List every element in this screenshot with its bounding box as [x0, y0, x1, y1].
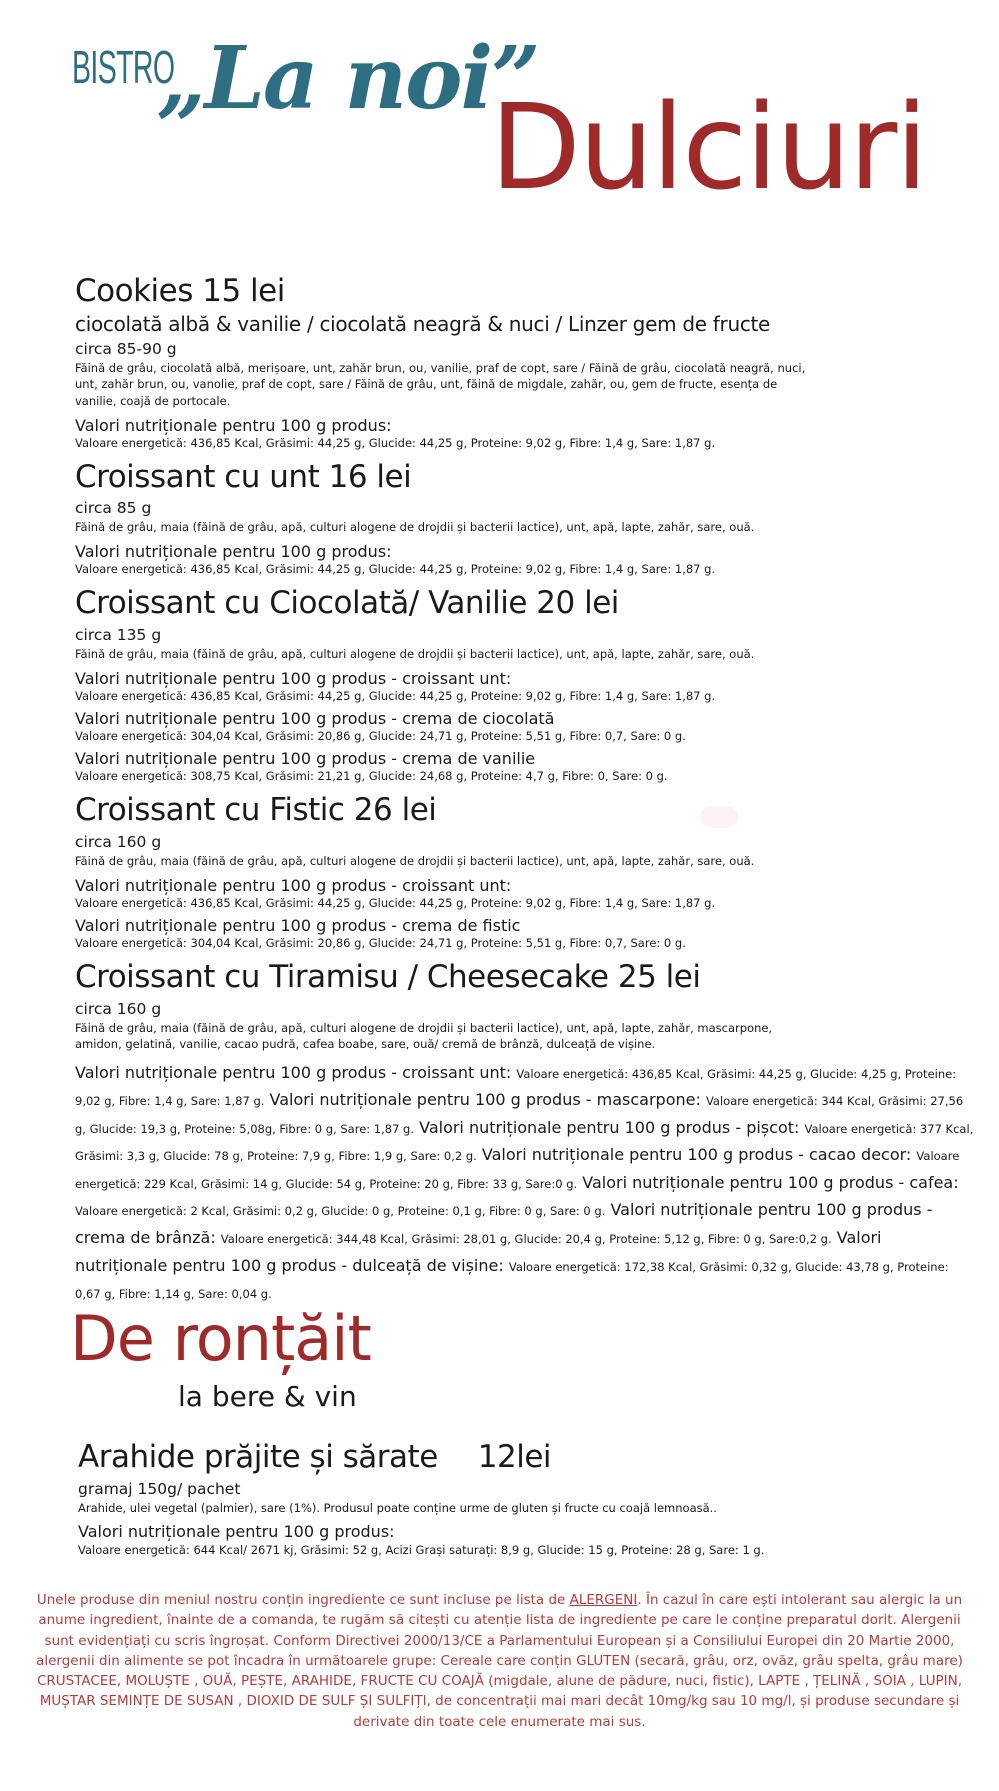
brand-name: „La noi”: [157, 28, 539, 129]
menu-section-dulciuri: [75, 274, 975, 1317]
item-weight: circa 160 g: [75, 999, 162, 1018]
nutrition-label: Valori nutriționale pentru 100 g produs:: [75, 542, 392, 562]
nutrition-values: Valoare energetică: 172,38 Kcal, Grăsimi: 0,32 g, Glucide: 43,78 g, Proteine: 0,67 g, Fibre: 1,14 g, Sare: 0,04 g.: [75, 1259, 949, 1302]
nutrition-label: Valori nutriționale pentru 100 g produs - pișcot:: [419, 1117, 800, 1137]
item-variants: ciocolată albă & vanilie / ciocolată neagră & nuci / Linzer gem de fructe: [75, 311, 771, 336]
menu-item-arahide: [78, 1440, 958, 1557]
menu-item-croissant-fistic: [75, 793, 975, 950]
brand-logo: [72, 28, 539, 129]
nutrition-label: Valori nutriționale pentru 100 g produs - crema de vanilie: [75, 749, 536, 769]
section-title-de-rontait: De ronțăit: [70, 1302, 371, 1375]
nutrition-values: Valoare energetică: 377 Kcal, Grăsimi: 3,3 g, Glucide: 78 g, Proteine: 7,9 g, Fibre: 1,9 g, Sare: 0,2 g.: [75, 1121, 974, 1164]
nutrition-values: Valoare energetică: 308,75 Kcal, Grăsimi: 21,21 g, Glucide: 24,68 g, Proteine: 4,7 g, Fibre: 0, Sare: 0 g.: [75, 769, 668, 784]
nutrition-label: Valori nutriționale pentru 100 g produs - cafea:: [582, 1172, 959, 1192]
item-ingredients: Făină de grâu, maia (făină de grâu, apă, culturi alogene de drojdii și bacterii lactice), unt, apă, lapte, zahăr, sare, ouă.: [75, 646, 755, 661]
menu-item-cookies: [75, 274, 975, 450]
nutrition-values: Valoare energetică: 644 Kcal/ 2671 kj, Grăsimi: 52 g, Acizi Grași saturați: 8,9 g, Glucide: 15 g, Proteine: 28 g, Sare: 1 g.: [78, 1542, 765, 1557]
nutrition-label: Valori nutriționale pentru 100 g produs - crema de ciocolată: [75, 708, 555, 728]
menu-item-croissant-tiramisu-cheesecake: [75, 960, 975, 1307]
nutrition-label: Valori nutriționale pentru 100 g produs:: [78, 1522, 395, 1542]
nutrition-values: Valoare energetică: 436,85 Kcal, Grăsimi: 44,25 g, Glucide: 44,25 g, Proteine: 9,02 g, Fibre: 1,4 g, Sare: 1,87 g.: [75, 435, 716, 450]
allergen-text-part2: . În cazul în care ești intolerant sau alergic la un anume ingredient, înainte de a comanda, te rugăm să citești cu atenție lista de ingrediente pe care le conține preparatul dorit. Alergenii sunt evidențiați cu scris îngroșat. Conform Directivei 2000/13/CE a Parlamentului European și a Consiliului Europei din 20 Martie 2000, alergenii din alimente se pot încadra în următoarele grupe: Cereale care conțin GLUTEN (secară, grâu, orz, ovăz, grâu spelta, grâu mare) CRUSTACEE, MOLUȘTE , OUĂ, PEȘTE, ARAHIDE, FRUCTE CU COAJĂ (migdale, alune de pădure, nuci, fistic), LAPTE , ȚELINĂ , SOIA , LUPIN, MUȘTAR SEMINȚE DE SUSAN , DIOXID DE SULF ȘI SULFIȚI, de concentrații mai mari decât 10mg/kg sau 10 mg/l, și produse secundare și derivate din toate cele enumerate mai sus.: [36, 1592, 963, 1730]
item-weight: circa 85-90 g: [75, 339, 177, 358]
item-ingredients: Făină de grâu, maia (făină de grâu, apă, culturi alogene de drojdii și bacterii lactice), unt, apă, lapte, zahăr, sare, ouă.: [75, 853, 755, 868]
nutrition-label: Valori nutriționale pentru 100 g produs - cacao decor:: [481, 1145, 912, 1165]
item-title: Cookies 15 lei: [75, 273, 285, 309]
nutrition-paragraph: [75, 1059, 975, 1307]
item-title: [78, 1440, 958, 1476]
item-ingredients: Făină de grâu, maia (făină de grâu, apă, culturi alogene de drojdii și bacterii lactice), unt, apă, lapte, zahăr, mascarpone, amidon, gelatină, vanilie, cacao pudră, cafea boabe, sare, ouă/ cremă de brânză, dulceață de vișine.: [75, 1020, 773, 1052]
nutrition-values: Valoare energetică: 344,48 Kcal, Grăsimi: 28,01 g, Glucide: 20,4 g, Proteine: 5,12 g, Fibre: 0 g, Sare:0,2 g.: [220, 1231, 832, 1246]
nutrition-label: Valori nutriționale pentru 100 g produs - dulceață de vișine:: [75, 1227, 882, 1275]
nutrition-values: Valoare energetică: 436,85 Kcal, Grăsimi: 44,25 g, Glucide: 4,25 g, Proteine: 9,02 g, Fibre: 1,4 g, Sare: 1,87 g.: [75, 1066, 957, 1109]
menu-item-croissant-ciocolata-vanilie: [75, 586, 975, 783]
item-ingredients: Arahide, ulei vegetal (palmier), sare (1%). Produsul poate conține urme de gluten și fructe cu coajă lemnoasă..: [78, 1500, 717, 1515]
nutrition-label: Valori nutriționale pentru 100 g produs - crema de fistic: [75, 915, 521, 935]
nutrition-label: Valori nutriționale pentru 100 g produs:: [75, 415, 392, 435]
page-title: Dulciuri: [490, 78, 927, 216]
item-weight: circa 160 g: [75, 832, 162, 851]
item-title: Croissant cu Fistic 26 lei: [75, 792, 437, 829]
item-ingredients: Făină de grâu, ciocolată albă, merișoare, unt, zahăr brun, ou, vanilie, praf de copt, sare / Făină de grâu, ciocolată neagră, nuci, unt, zahăr brun, ou, vanolie, praf de copt, sare / Făină de grâu, unt, făină de migdale, zahăr, ou, gem de fructe, esența de vanilie, coajă de portocale.: [75, 360, 806, 408]
brand-prefix: BISTRO: [72, 41, 175, 93]
allergen-list-link[interactable]: ALERGENI: [569, 1592, 638, 1608]
allergen-notice: [30, 1590, 969, 1732]
section-subtitle: la bere & vin: [178, 1380, 357, 1413]
menu-item-croissant-unt: [75, 460, 975, 577]
item-weight: circa 85 g: [75, 499, 152, 518]
item-title: Croissant cu Tiramisu / Cheesecake 25 lei: [75, 958, 701, 995]
item-weight: circa 135 g: [75, 625, 162, 644]
nutrition-values: Valoare energetică: 344 Kcal, Grăsimi: 27,56 g, Glucide: 19,3 g, Proteine: 5,08g, Fibre: 0 g, Sare: 1,87 g.: [75, 1094, 964, 1136]
nutrition-label: Valori nutriționale pentru 100 g produs - croissant unt:: [75, 1062, 512, 1082]
nutrition-label: Valori nutriționale pentru 100 g produs - mascarpone:: [269, 1090, 701, 1110]
allergen-text-part1: Unele produse din meniul nostru conțin ingrediente ce sunt incluse pe lista de: [36, 1592, 570, 1608]
nutrition-label: Valori nutriționale pentru 100 g produs - croissant unt:: [75, 668, 512, 688]
nutrition-label: Valori nutriționale pentru 100 g produs - crema de brânză:: [75, 1200, 933, 1247]
nutrition-values: Valoare energetică: 436,85 Kcal, Grăsimi: 44,25 g, Glucide: 44,25 g, Proteine: 9,02 g, Fibre: 1,4 g, Sare: 1,87 g.: [75, 895, 716, 910]
item-title: Croissant cu Ciocolată/ Vanilie 20 lei: [75, 585, 619, 622]
item-title: Croissant cu unt 16 lei: [75, 458, 412, 495]
nutrition-values: Valoare energetică: 304,04 Kcal, Grăsimi: 20,86 g, Glucide: 24,71 g, Proteine: 5,51 g, Fibre: 0,7, Sare: 0 g.: [75, 935, 686, 950]
item-ingredients: Făină de grâu, maia (făină de grâu, apă, culturi alogene de drojdii și bacterii lactice), unt, apă, lapte, zahăr, sare, ouă.: [75, 520, 755, 535]
nutrition-values: Valoare energetică: 304,04 Kcal, Grăsimi: 20,86 g, Glucide: 24,71 g, Proteine: 5,51 g, Fibre: 0,7, Sare: 0 g.: [75, 729, 686, 744]
nutrition-values: Valoare energetică: 229 Kcal, Grăsimi: 14 g, Glucide: 54 g, Proteine: 20 g, Fibre: 33 g, Sare:0 g.: [75, 1149, 960, 1191]
item-price: 12lei: [477, 1439, 552, 1475]
item-name: Arahide prăjite și sărate: [78, 1439, 438, 1475]
nutrition-label: Valori nutriționale pentru 100 g produs - croissant unt:: [75, 875, 512, 895]
nutrition-values: Valoare energetică: 436,85 Kcal, Grăsimi: 44,25 g, Glucide: 44,25 g, Proteine: 9,02 g, Fibre: 1,4 g, Sare: 1,87 g.: [75, 688, 716, 703]
nutrition-values: Valoare energetică: 436,85 Kcal, Grăsimi: 44,25 g, Glucide: 44,25 g, Proteine: 9,02 g, Fibre: 1,4 g, Sare: 1,87 g.: [75, 562, 716, 577]
item-weight: gramaj 150g/ pachet: [78, 1479, 241, 1498]
nutrition-values: Valoare energetică: 2 Kcal, Grăsimi: 0,2 g, Glucide: 0 g, Proteine: 0,1 g, Fibre: 0 g, Sare: 0 g.: [75, 1204, 606, 1219]
